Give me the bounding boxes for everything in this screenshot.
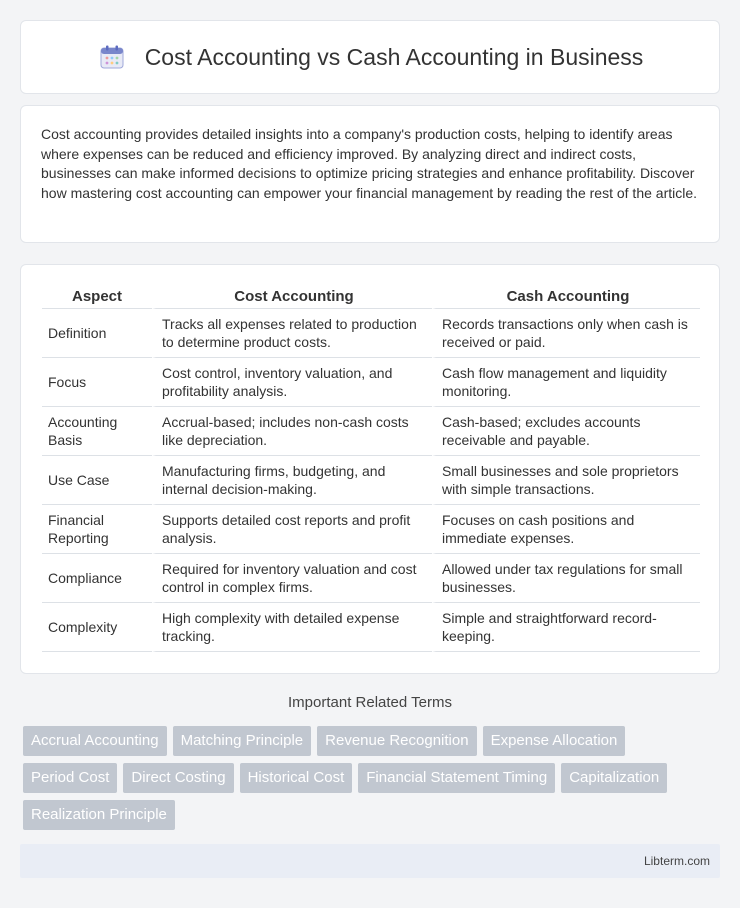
aspect-cell: Definition bbox=[42, 309, 152, 358]
aspect-cell: Use Case bbox=[42, 456, 152, 505]
related-term-tag[interactable]: Period Cost bbox=[23, 763, 117, 793]
cost-accounting-cell: Accrual-based; includes non-cash costs like depreciation. bbox=[152, 407, 432, 456]
aspect-cell: Complexity bbox=[42, 603, 152, 652]
column-header-aspect: Aspect bbox=[42, 285, 152, 309]
related-term-tag[interactable]: Revenue Recognition bbox=[317, 726, 476, 756]
cost-accounting-cell: Manufacturing firms, budgeting, and internal decision-making. bbox=[152, 456, 432, 505]
cash-accounting-cell: Simple and straightforward record-keeping. bbox=[432, 603, 700, 652]
cost-accounting-cell: Tracks all expenses related to production to determine product costs. bbox=[152, 309, 432, 358]
related-term-tag[interactable]: Capitalization bbox=[561, 763, 667, 793]
cash-accounting-cell: Allowed under tax regulations for small businesses. bbox=[432, 554, 700, 603]
related-term-tag[interactable]: Expense Allocation bbox=[483, 726, 626, 756]
intro-card bbox=[20, 105, 720, 243]
cash-accounting-cell: Small businesses and sole proprietors with simple transactions. bbox=[432, 456, 700, 505]
related-terms-list bbox=[23, 726, 723, 830]
related-terms-heading: Important Related Terms bbox=[288, 694, 452, 711]
table-row bbox=[42, 603, 700, 652]
comparison-table bbox=[42, 285, 700, 652]
table-row bbox=[42, 554, 700, 603]
table-row bbox=[42, 505, 700, 554]
column-header-cash-accounting: Cash Accounting bbox=[432, 285, 700, 309]
related-term-tag[interactable]: Historical Cost bbox=[240, 763, 353, 793]
table-header-row bbox=[42, 285, 700, 309]
footer-brand[interactable]: Libterm.com bbox=[643, 854, 710, 868]
title-card bbox=[20, 20, 720, 94]
aspect-cell: Compliance bbox=[42, 554, 152, 603]
aspect-cell: Focus bbox=[42, 358, 152, 407]
cost-accounting-cell: Cost control, inventory valuation, and profitability analysis. bbox=[152, 358, 432, 407]
related-term-tag[interactable]: Realization Principle bbox=[23, 800, 175, 830]
cost-accounting-cell: Required for inventory valuation and cost control in complex firms. bbox=[152, 554, 432, 603]
table-row bbox=[42, 309, 700, 358]
cash-accounting-cell: Records transactions only when cash is received or paid. bbox=[432, 309, 700, 358]
table-row bbox=[42, 358, 700, 407]
intro-text: Cost accounting provides detailed insights into a company's production costs, helping to identify areas where expenses can be reduced and efficiency improved. By analyzing direct and indirect costs, businesses can make informed decisions to optimize pricing strategies and enhance profitability. Discover how mastering cost accounting can empower your financial management by reading the rest of the article. bbox=[41, 126, 698, 201]
related-term-tag[interactable]: Financial Statement Timing bbox=[358, 763, 555, 793]
cost-accounting-cell: Supports detailed cost reports and profit analysis. bbox=[152, 505, 432, 554]
cash-accounting-cell: Focuses on cash positions and immediate expenses. bbox=[432, 505, 700, 554]
footer-bar bbox=[20, 844, 720, 878]
cash-accounting-cell: Cash flow management and liquidity monitoring. bbox=[432, 358, 700, 407]
column-header-cost-accounting: Cost Accounting bbox=[152, 285, 432, 309]
aspect-cell: Financial Reporting bbox=[42, 505, 152, 554]
calendar-icon bbox=[97, 42, 127, 72]
aspect-cell: Accounting Basis bbox=[42, 407, 152, 456]
table-row bbox=[42, 407, 700, 456]
page-title: Cost Accounting vs Cash Accounting in Business bbox=[144, 43, 644, 70]
cost-accounting-cell: High complexity with detailed expense tracking. bbox=[152, 603, 432, 652]
table-row bbox=[42, 456, 700, 505]
related-term-tag[interactable]: Direct Costing bbox=[123, 763, 233, 793]
cash-accounting-cell: Cash-based; excludes accounts receivable and payable. bbox=[432, 407, 700, 456]
related-term-tag[interactable]: Accrual Accounting bbox=[23, 726, 167, 756]
related-term-tag[interactable]: Matching Principle bbox=[173, 726, 312, 756]
comparison-card bbox=[20, 264, 720, 674]
